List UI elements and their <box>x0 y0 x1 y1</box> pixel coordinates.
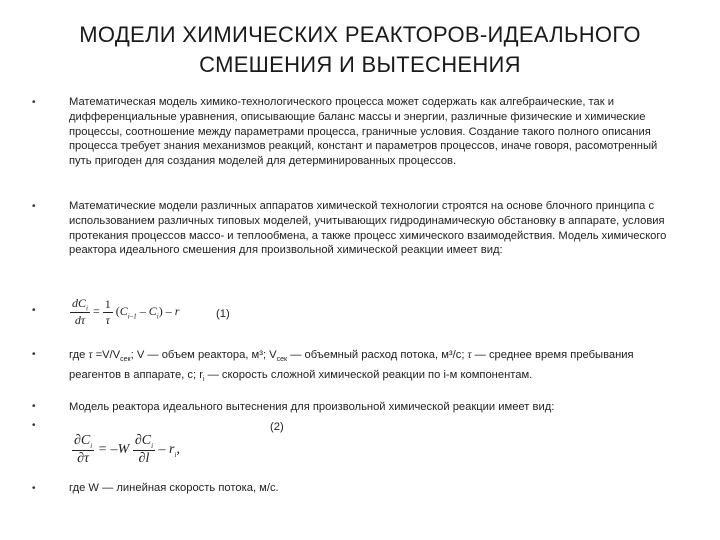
p3-c: — объемный расход потока, м³/с; <box>287 349 465 361</box>
eq2-lhs-num-sub: i <box>90 441 93 450</box>
bullet-7: • <box>32 483 36 494</box>
bullet-3: • <box>32 305 36 316</box>
eq1-equals: = <box>92 303 100 318</box>
eq2-equals: = –W <box>97 442 130 458</box>
eq1-rhs-den: τ <box>105 312 110 327</box>
eq1-c1: C <box>119 303 128 318</box>
p3-b: ; V — объем реактора, м³; V <box>130 349 277 361</box>
eq2-lhs-den: ∂τ <box>77 450 90 466</box>
p3-b-sub: сек <box>276 356 288 364</box>
eq1-lhs-den: dτ <box>74 313 86 328</box>
eq1-label: (1) <box>216 308 230 320</box>
eq1-paren-open: ( <box>115 303 120 318</box>
eq2-tail-sub: i <box>174 450 177 459</box>
eq1-tail: – r <box>165 303 180 318</box>
equation-ideal-mixing <box>70 296 179 328</box>
eq1-rhs-fraction <box>103 297 113 328</box>
eq1-lhs-fraction <box>70 296 90 328</box>
eq2-rhs-num-sub: i <box>151 441 154 450</box>
p3-prefix: где <box>69 349 86 361</box>
p3-tau2: τ <box>467 349 472 361</box>
eq1-c2: C <box>148 303 157 318</box>
paragraph-model-description: Математическая модель химико-технологического процесса может содержать как алгебраические, так и дифференциальные уравнения, описывающие баланс массы и энергии, различные физические и химические процессы, соотношение между параметрами процесса, граничные условия. Создание такого полного описания процесса требует знания механизмов реакций, констант и параметров процессов, иначе говоря, расомотренный путь пригоден для создания моделей для детерминированных процессов. <box>69 96 658 168</box>
paragraph-plug-flow-intro: Модель реактора идеального вытеснения для произвольной химической реакции имеет вид: <box>69 401 555 413</box>
paragraph-velocity-definition: где W — линейная скорость потока, м/с. <box>69 482 279 494</box>
eq2-lhs-fraction <box>72 433 94 467</box>
equation-ideal-displacement <box>72 433 180 467</box>
paragraph-block-principle: Математические модели различных аппаратов химической технологии строятся на основе блочного принципа с использованием различных типовых моделей, учитывающих гидродинамическую обстановку в аппарате, условия протекания процессов массо- и теплообмена, а также процесс химического взаимодействия. Модель химического реактора идеального смешения для произвольной химической реакции имеет вид: <box>69 200 667 257</box>
eq2-tail: – r <box>158 442 175 458</box>
bullet-6: • <box>32 420 36 431</box>
title-line-1: МОДЕЛИ ХИМИЧЕСКИХ РЕАКТОРОВ-ИДЕАЛЬНОГО <box>79 22 641 47</box>
eq1-minus: – <box>139 303 146 318</box>
eq1-lhs-num: dC <box>72 296 87 310</box>
bullet-1: • <box>32 97 36 108</box>
p3-e: — скорость сложной химической реакции по i-м компонентам. <box>204 369 533 382</box>
bullet-4: • <box>32 349 36 360</box>
p3-tau: τ <box>88 349 93 361</box>
bullet-2: • <box>32 201 36 212</box>
p3-a-sub: сек <box>120 356 131 364</box>
eq1-paren-close: ) <box>158 303 163 318</box>
p3-d: — среднее время пребывания реагентов в аппарате, с; r <box>69 349 634 382</box>
eq1-c2-sub: i <box>156 312 159 321</box>
eq1-lhs-num-sub: i <box>86 304 88 313</box>
eq2-rhs-den: ∂l <box>138 450 150 466</box>
bullet-5: • <box>32 401 36 412</box>
eq2-tail-end: , <box>176 442 180 458</box>
eq1-c1-sub: i–1 <box>127 312 137 321</box>
eq1-rhs-num: 1 <box>104 296 111 311</box>
eq2-rhs-fraction <box>133 433 155 467</box>
p3-a: =V/V <box>95 349 121 361</box>
eq2-rhs-num: ∂C <box>134 433 152 448</box>
eq2-lhs-num: ∂C <box>74 433 91 448</box>
paragraph-symbol-definitions <box>69 348 681 388</box>
eq2-label: (2) <box>270 421 284 433</box>
p3-d-sub: i <box>202 376 205 384</box>
title-line-2: СМЕШЕНИЯ И ВЫТЕСНЕНИЯ <box>199 52 521 77</box>
